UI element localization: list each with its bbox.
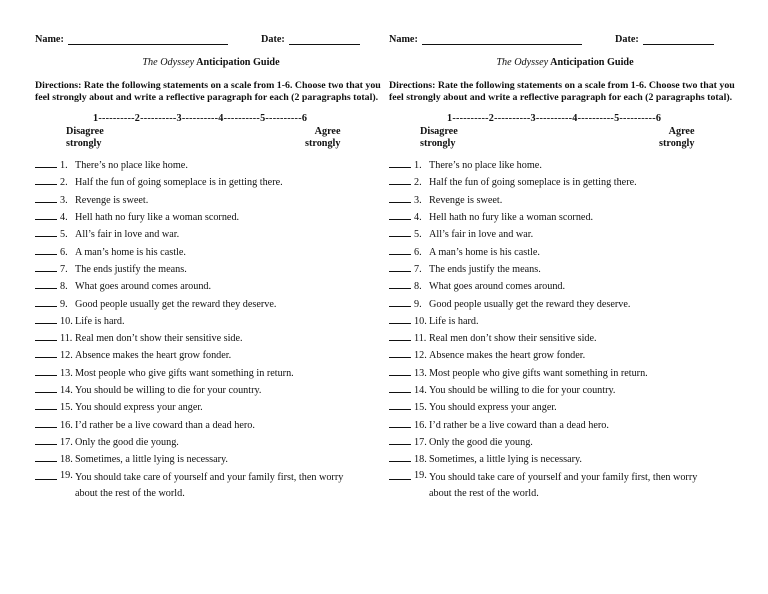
- statement-text: You should be willing to die for your country.: [75, 385, 262, 397]
- statement-number: 6.: [414, 246, 422, 258]
- directions: Directions: Rate the following statements on a scale from 1-6. Choose two that you feel strongly about and write a reflective paragraph for each (2 paragraphs total).: [389, 80, 735, 104]
- statement-item: [389, 366, 741, 383]
- statement-item: [35, 400, 387, 417]
- statement-number: 9.: [414, 298, 422, 310]
- statement-text: The ends justify the means.: [75, 263, 187, 275]
- statement-number: 18.: [60, 454, 73, 466]
- statement-text: You should take care of yourself and your family first, then worry about the rest of the world.: [75, 471, 344, 499]
- statement-text: Life is hard.: [429, 315, 479, 327]
- statement-number: 2.: [414, 177, 422, 189]
- statement-number: 3.: [60, 194, 68, 206]
- statement-text: Revenge is sweet.: [429, 194, 503, 206]
- statement-text: What goes around comes around.: [429, 281, 566, 293]
- statement-text: All’s fair in love and war.: [75, 229, 180, 241]
- rating-blank[interactable]: [35, 158, 57, 168]
- rating-blank[interactable]: [35, 366, 57, 376]
- scale-right-word1: Agree: [668, 126, 695, 138]
- statement-text: There’s no place like home.: [75, 160, 188, 172]
- statement-item: [389, 331, 741, 348]
- statement-item: [35, 210, 387, 227]
- rating-blank[interactable]: [389, 193, 411, 203]
- rating-blank[interactable]: [35, 314, 57, 324]
- scale-left-word1: Disagree: [420, 126, 458, 138]
- statement-item: [389, 470, 741, 503]
- statement-number: 14.: [60, 385, 73, 397]
- statement-list: [35, 158, 387, 502]
- worksheet-left: [35, 34, 387, 502]
- statement-list: [389, 158, 741, 502]
- statement-text: A man’s home is his castle.: [75, 246, 186, 258]
- statement-item: [35, 262, 387, 279]
- title-guide: Anticipation Guide: [194, 57, 280, 68]
- statement-text: Sometimes, a little lying is necessary.: [75, 454, 228, 466]
- rating-blank[interactable]: [389, 366, 411, 376]
- rating-blank[interactable]: [389, 210, 411, 220]
- statement-number: 7.: [414, 263, 422, 275]
- statement-item: [35, 297, 387, 314]
- name-blank[interactable]: [68, 44, 228, 45]
- statement-text: Life is hard.: [75, 315, 125, 327]
- statement-number: 10.: [60, 315, 73, 327]
- scale-left-word2: strongly: [420, 137, 456, 149]
- statement-item: [35, 175, 387, 192]
- statement-number: 12.: [414, 350, 427, 362]
- rating-blank[interactable]: [389, 175, 411, 185]
- statement-number: 19.: [414, 469, 427, 481]
- rating-blank[interactable]: [35, 245, 57, 255]
- rating-blank[interactable]: [35, 383, 57, 393]
- page-title: [35, 57, 387, 70]
- statement-item: [389, 400, 741, 417]
- statement-number: 17.: [414, 436, 427, 448]
- statement-item: [35, 418, 387, 435]
- statement-text: You should express your anger.: [75, 402, 203, 414]
- statement-item: [389, 435, 741, 452]
- statement-number: 12.: [60, 350, 73, 362]
- scale-right-word1: Agree: [314, 126, 341, 138]
- statement-number: 6.: [60, 246, 68, 258]
- scale-left-word2: strongly: [66, 137, 102, 149]
- statement-number: 1.: [414, 160, 422, 172]
- statement-text: I’d rather be a live coward than a dead hero.: [429, 419, 609, 431]
- statement-number: 16.: [414, 419, 427, 431]
- rating-blank[interactable]: [35, 262, 57, 272]
- date-blank[interactable]: [289, 44, 360, 45]
- rating-blank[interactable]: [389, 383, 411, 393]
- statement-item: [389, 175, 741, 192]
- statement-number: 7.: [60, 263, 68, 275]
- date-label: Date:: [261, 34, 285, 45]
- rating-blank[interactable]: [389, 297, 411, 307]
- statement-number: 15.: [60, 402, 73, 414]
- statement-item: [35, 331, 387, 348]
- statement-text: Hell hath no fury like a woman scorned.: [75, 212, 240, 224]
- rating-blank[interactable]: [35, 210, 57, 220]
- statement-item: [389, 262, 741, 279]
- statement-number: 10.: [414, 315, 427, 327]
- statement-item: [35, 279, 387, 296]
- statement-item: [35, 470, 387, 503]
- header-row: [389, 34, 741, 48]
- statement-item: [389, 418, 741, 435]
- statement-text: Half the fun of going someplace is in getting there.: [429, 177, 637, 189]
- statement-text: Hell hath no fury like a woman scorned.: [429, 212, 594, 224]
- scale-left-word1: Disagree: [66, 126, 104, 138]
- statement-number: 3.: [414, 194, 422, 206]
- statement-item: [35, 435, 387, 452]
- statement-text: Sometimes, a little lying is necessary.: [429, 454, 582, 466]
- name-label: Name:: [35, 34, 64, 45]
- rating-blank[interactable]: [389, 435, 411, 445]
- statement-text: You should take care of yourself and your family first, then worry about the rest of the world.: [429, 471, 698, 499]
- statement-text: All’s fair in love and war.: [429, 229, 534, 241]
- rating-blank[interactable]: [35, 297, 57, 307]
- rating-blank[interactable]: [389, 158, 411, 168]
- scale-right-word2: strongly: [305, 137, 341, 149]
- statement-number: 19.: [60, 469, 73, 481]
- statement-number: 1.: [60, 160, 68, 172]
- statement-number: 17.: [60, 436, 73, 448]
- statement-item: [389, 348, 741, 365]
- header-row: [35, 34, 387, 48]
- statement-item: [35, 193, 387, 210]
- statement-item: [389, 193, 741, 210]
- statement-number: 5.: [60, 229, 68, 241]
- title-work: The Odyssey: [496, 57, 549, 68]
- rating-blank[interactable]: [389, 245, 411, 255]
- rating-blank[interactable]: [35, 470, 57, 480]
- statement-text: Most people who give gifts want something in return.: [75, 367, 294, 379]
- rating-blank[interactable]: [389, 452, 411, 462]
- statement-number: 8.: [60, 281, 68, 293]
- name-blank[interactable]: [422, 44, 582, 45]
- rating-blank[interactable]: [35, 279, 57, 289]
- statement-text: Revenge is sweet.: [75, 194, 149, 206]
- statement-text: What goes around comes around.: [75, 281, 212, 293]
- scale-disagree: [420, 126, 458, 149]
- rating-blank[interactable]: [35, 331, 57, 341]
- directions: Directions: Rate the following statements on a scale from 1-6. Choose two that you feel strongly about and write a reflective paragraph for each (2 paragraphs total).: [35, 80, 381, 104]
- scale-line: 1----------2----------3----------4----------5----------6: [447, 113, 662, 125]
- scale-right-word2: strongly: [659, 137, 695, 149]
- statement-number: 13.: [60, 367, 73, 379]
- statement-item: [35, 314, 387, 331]
- statement-text: A man’s home is his castle.: [429, 246, 540, 258]
- statement-text: Absence makes the heart grow fonder.: [429, 350, 586, 362]
- rating-blank[interactable]: [35, 435, 57, 445]
- rating-scale: [389, 113, 741, 153]
- statement-text: Half the fun of going someplace is in getting there.: [75, 177, 283, 189]
- scale-line: 1----------2----------3----------4----------5----------6: [93, 113, 308, 125]
- statement-item: [35, 452, 387, 469]
- statement-number: 18.: [414, 454, 427, 466]
- statement-item: [389, 452, 741, 469]
- page-title: [389, 57, 741, 70]
- scale-disagree: [66, 126, 104, 149]
- statement-text: Only the good die young.: [429, 436, 533, 448]
- statement-item: [35, 245, 387, 262]
- rating-blank[interactable]: [35, 227, 57, 237]
- statement-number: 8.: [414, 281, 422, 293]
- rating-blank[interactable]: [389, 331, 411, 341]
- statement-number: 4.: [414, 212, 422, 224]
- statement-text: You should express your anger.: [429, 402, 557, 414]
- statement-number: 5.: [414, 229, 422, 241]
- statement-item: [35, 158, 387, 175]
- rating-blank[interactable]: [389, 227, 411, 237]
- statement-item: [389, 279, 741, 296]
- statement-number: 11.: [414, 333, 427, 345]
- statement-item: [35, 383, 387, 400]
- rating-blank[interactable]: [35, 400, 57, 410]
- rating-blank[interactable]: [35, 452, 57, 462]
- statement-text: Only the good die young.: [75, 436, 179, 448]
- statement-number: 4.: [60, 212, 68, 224]
- statement-text: Most people who give gifts want something in return.: [429, 367, 648, 379]
- rating-blank[interactable]: [389, 470, 411, 480]
- statement-item: [35, 227, 387, 244]
- rating-blank[interactable]: [35, 175, 57, 185]
- statement-item: [389, 383, 741, 400]
- rating-blank[interactable]: [35, 193, 57, 203]
- statement-item: [389, 210, 741, 227]
- statement-text: Real men don’t show their sensitive side.: [429, 333, 597, 345]
- statement-number: 11.: [60, 333, 73, 345]
- statement-item: [389, 314, 741, 331]
- date-blank[interactable]: [643, 44, 714, 45]
- name-label: Name:: [389, 34, 418, 45]
- rating-blank[interactable]: [389, 279, 411, 289]
- rating-scale: [35, 113, 387, 153]
- statement-text: I’d rather be a live coward than a dead hero.: [75, 419, 255, 431]
- statement-number: 2.: [60, 177, 68, 189]
- rating-blank[interactable]: [389, 314, 411, 324]
- rating-blank[interactable]: [35, 418, 57, 428]
- statement-number: 13.: [414, 367, 427, 379]
- title-guide: Anticipation Guide: [548, 57, 634, 68]
- rating-blank[interactable]: [389, 400, 411, 410]
- statement-number: 15.: [414, 402, 427, 414]
- statement-number: 9.: [60, 298, 68, 310]
- statement-number: 16.: [60, 419, 73, 431]
- statement-text: Absence makes the heart grow fonder.: [75, 350, 232, 362]
- statement-item: [389, 297, 741, 314]
- statement-item: [389, 245, 741, 262]
- scale-agree: [659, 126, 694, 149]
- statement-text: There’s no place like home.: [429, 160, 542, 172]
- statement-text: Good people usually get the reward they deserve.: [75, 298, 277, 310]
- statement-text: Good people usually get the reward they deserve.: [429, 298, 631, 310]
- worksheet-right: [389, 34, 741, 502]
- date-label: Date:: [615, 34, 639, 45]
- rating-blank[interactable]: [389, 262, 411, 272]
- statement-number: 14.: [414, 385, 427, 397]
- statement-item: [389, 158, 741, 175]
- rating-blank[interactable]: [35, 348, 57, 358]
- rating-blank[interactable]: [389, 348, 411, 358]
- statement-item: [35, 348, 387, 365]
- statement-text: You should be willing to die for your country.: [429, 385, 616, 397]
- scale-agree: [305, 126, 340, 149]
- statement-text: Real men don’t show their sensitive side.: [75, 333, 243, 345]
- title-work: The Odyssey: [142, 57, 195, 68]
- statement-item: [389, 227, 741, 244]
- statement-item: [35, 366, 387, 383]
- statement-text: The ends justify the means.: [429, 263, 541, 275]
- rating-blank[interactable]: [389, 418, 411, 428]
